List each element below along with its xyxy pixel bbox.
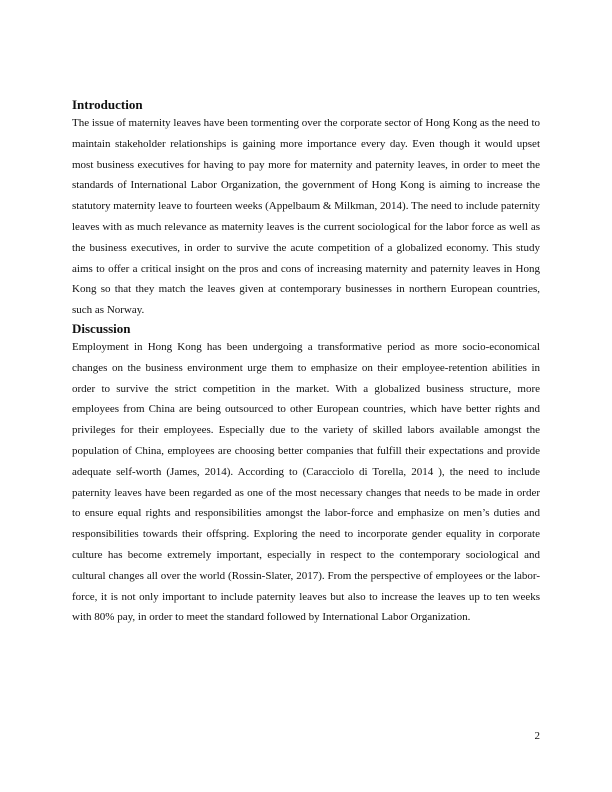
- introduction-heading: Introduction: [72, 97, 143, 112]
- discussion-heading: Discussion: [72, 320, 131, 336]
- page-number: 2: [534, 730, 540, 742]
- discussion-paragraph: Employment in Hong Kong has been undergoing a transformative period as more socio-economical changes on the business environment urge them to emphasize on their employee-retention abilities in order to survive the strict competition in the market. With a globalized business structure, more employees from China are being outsourced to other European countries, which have better rights and privileges for their employees. Especially due to the variety of skilled labors available amongst the population of China, employees are choosing better companies that fulfill their expectations and provide adequate self-worth (James, 2014). According to (Caracciolo di Torella, 2014 ), the need to include paternity leaves have been regarded as one of the most necessary changes that needs to be made in order to ensure equal rights and responsibilities amongst the labor-force and emphasize on men’s duties and responsibilities towards their offspring. Exploring the need to incorporate gender equality in corporate culture has become extremely important, especially in respect to the contemporary sociological and cultural changes all over the world (Rossin-Slater, 2017). From the perspective of employees or the labor-force, it is not only important to include paternity leaves but also to increase the leaves up to ten weeks with 80% pay, in order to meet the standard followed by International Labor Organization.: [72, 340, 540, 624]
- introduction-paragraph: The issue of maternity leaves have been tormenting over the corporate sector of Hong Kong as the need to maintain stakeholder relationships is gaining more importance every day. Even though it would upset most business executives for having to pay more for maternity and paternity leaves, in order to meet the standards of International Labor Organization, the government of Hong Kong is aiming to increase the statutory maternity leave to fourteen weeks (Appelbaum & Milkman, 2014). The need to include paternity leaves with as much relevance as maternity leaves is the current sociological for the labor force as well as the business executives, in order to survive the acute competition of a globalized economy. This study aims to offer a critical insight on the pros and cons of increasing maternity and paternity leaves in Hong Kong so that they match the leaves given at contemporary businesses in northern European countries, such as Norway.: [72, 117, 540, 317]
- page-content: [72, 97, 540, 628]
